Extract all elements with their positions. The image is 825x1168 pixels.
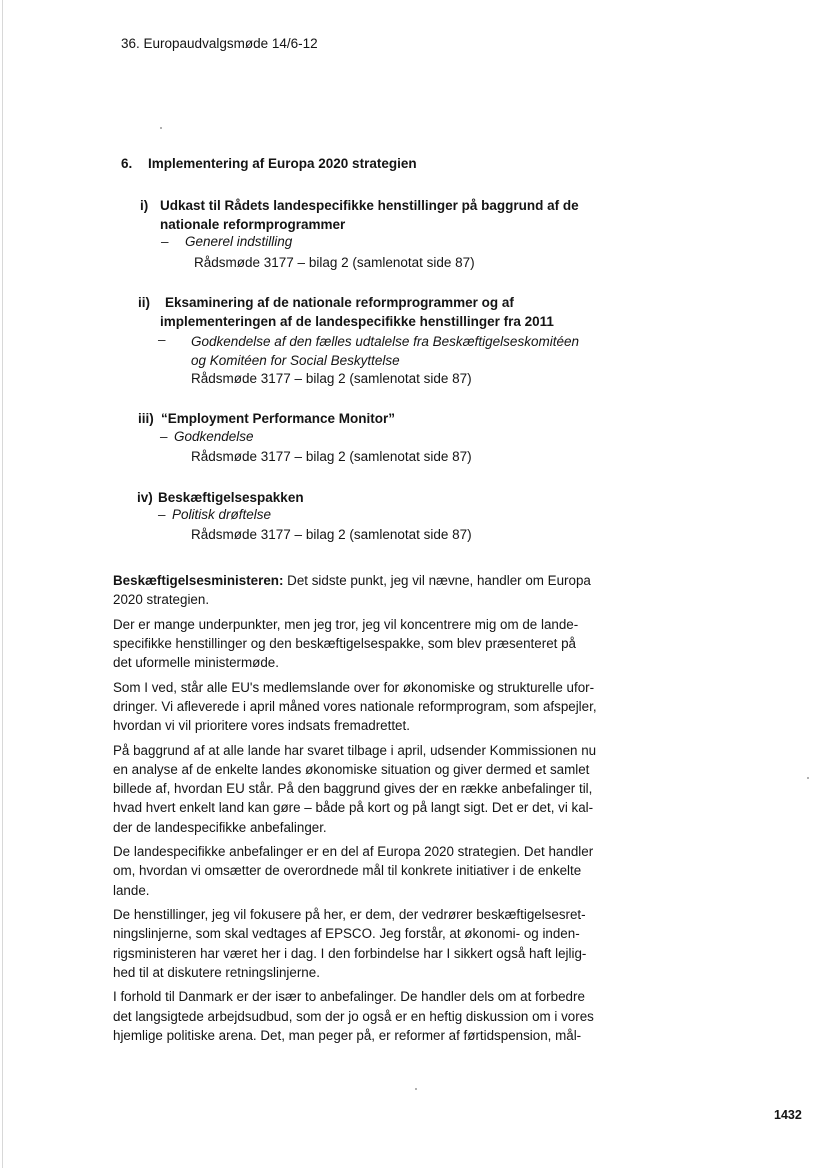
speech-line: hvad hvert enkelt land kan gøre – både på kort og på langt sigt. Det er det, vi kal- bbox=[113, 800, 594, 816]
speech-line: der de landespecifikke anbefalinger. bbox=[113, 819, 327, 835]
agenda-item-iv-label: iv) bbox=[137, 490, 153, 505]
speech-line: rigsministeren har været her i dag. I den forbindelse har I sikkert også haft lejlig- bbox=[113, 945, 587, 961]
speech-line: specifikke henstillinger og den beskæftigelsespakke, som blev præsenteret på bbox=[113, 636, 576, 651]
section-title: Implementering af Europa 2020 strategien bbox=[148, 156, 417, 171]
title-line: Udkast til Rådets landespecifikke henstillinger på baggrund af de bbox=[160, 198, 579, 213]
speech-line: Der er mange underpunkter, men jeg tror, jeg vil koncentrere mig om de lande- bbox=[113, 616, 579, 632]
speech-line: På baggrund af at alle lande har svaret tilbage i april, udsender Kommissionen nu bbox=[113, 742, 597, 758]
scan-edge-line bbox=[2, 0, 3, 1168]
speech-line: det langsigtede arbejdsudbud, som der jo også er en heftig diskussion om i vores bbox=[113, 1008, 594, 1024]
section-number: 6. bbox=[121, 156, 133, 171]
speech-line: ningslinjerne, som skal vedtages af EPSCO. Jeg forstår, at økonomi- og inden- bbox=[113, 926, 580, 942]
speech-line-text: Det sidste punkt, jeg vil nævne, handler om Europa bbox=[287, 573, 591, 588]
speech-line: hed til at diskutere retningslinjerne. bbox=[113, 964, 320, 980]
speech-line: Som I ved, står alle EU's medlemslande over for økonomiske og strukturelle ufor- bbox=[113, 679, 595, 695]
agenda-item-i-label: i) bbox=[140, 198, 149, 213]
title-line: nationale reformprogrammer bbox=[160, 217, 346, 232]
speech-line: I forhold til Danmark er der især to anbefalinger. De handler dels om at forbedre bbox=[113, 989, 585, 1005]
agenda-item-ii-action bbox=[191, 332, 579, 370]
speech-paragraph bbox=[113, 905, 595, 982]
agenda-item-iii-action: Godkendelse bbox=[174, 429, 254, 444]
speech-paragraph bbox=[113, 741, 595, 837]
speech-line: om, hvordan vi omsætter de overordnede mål til konkrete initiativer i de enkelte bbox=[113, 863, 582, 879]
agenda-item-iii-title: “Employment Performance Monitor” bbox=[161, 411, 396, 426]
speech-paragraph bbox=[113, 842, 595, 900]
speech-line: billede af, hvordan EU står. På den baggrund gives der en række anbefalinger til, bbox=[113, 781, 593, 797]
agenda-item-ii-label: ii) bbox=[138, 295, 150, 310]
action-line: Godkendelse af den fælles udtalelse fra Beskæftigelseskomitéen bbox=[191, 334, 579, 349]
speech-line: hvordan vi vil prioritere vores indsats fremadrettet. bbox=[113, 718, 410, 734]
agenda-item-i-action: Generel indstilling bbox=[185, 234, 293, 249]
agenda-item-iii-dash: – bbox=[160, 429, 168, 444]
page-number: 1432 bbox=[774, 1108, 802, 1122]
scan-speck bbox=[415, 1088, 417, 1090]
agenda-item-ii-title bbox=[160, 293, 554, 331]
speaker-name: Beskæftigelsesministeren: bbox=[113, 573, 284, 588]
title-line: implementeringen af de landespecifikke henstillinger fra 2011 bbox=[160, 314, 554, 329]
speech-line: De henstillinger, jeg vil fokusere på her, er dem, der vedrører beskæftigelsesret- bbox=[113, 907, 586, 923]
speech-line: De landespecifikke anbefalinger er en del af Europa 2020 strategien. Det handler bbox=[113, 844, 594, 860]
speech-paragraph bbox=[113, 615, 595, 673]
agenda-item-i-dash: – bbox=[161, 234, 169, 249]
speech-line: hjemlige politiske arena. Det, man peger på, er reformer af førtidspension, mål- bbox=[113, 1027, 582, 1043]
scan-speck bbox=[160, 127, 162, 129]
speech-body bbox=[113, 571, 595, 1050]
speech-paragraph bbox=[113, 987, 595, 1045]
speech-line: det uformelle ministermøde. bbox=[113, 655, 279, 671]
agenda-item-iv-ref: Rådsmøde 3177 – bilag 2 (samlenotat side 87) bbox=[191, 527, 472, 542]
agenda-item-iii-label: iii) bbox=[138, 411, 154, 426]
agenda-item-iv-action: Politisk drøftelse bbox=[172, 507, 272, 522]
speech-paragraph bbox=[113, 571, 595, 609]
speech-line: 2020 strategien. bbox=[113, 592, 210, 608]
agenda-item-i-ref: Rådsmøde 3177 – bilag 2 (samlenotat side 87) bbox=[194, 255, 475, 270]
speech-line: lande. bbox=[113, 882, 150, 898]
page-header: 36. Europaudvalgsmøde 14/6-12 bbox=[121, 36, 318, 51]
speech-paragraph bbox=[113, 678, 595, 736]
speech-line: en analyse af de enkelte landes økonomiske situation og giver dermed et samlet bbox=[113, 762, 590, 777]
speech-line bbox=[113, 571, 595, 590]
speech-line: dringer. Vi afleverede i april måned vores nationale reformprogram, som afspejler, bbox=[113, 699, 597, 714]
scan-speck bbox=[807, 777, 809, 779]
agenda-item-i-title bbox=[160, 196, 579, 234]
agenda-item-ii-dash: – bbox=[158, 332, 166, 347]
agenda-item-ii-ref: Rådsmøde 3177 – bilag 2 (samlenotat side 87) bbox=[191, 371, 472, 386]
agenda-item-iv-title: Beskæftigelsespakken bbox=[158, 490, 304, 505]
agenda-item-iv-dash: – bbox=[158, 507, 166, 522]
action-line: og Komitéen for Social Beskyttelse bbox=[191, 353, 400, 368]
agenda-item-iii-ref: Rådsmøde 3177 – bilag 2 (samlenotat side 87) bbox=[191, 449, 472, 464]
title-line: Eksaminering af de nationale reformprogrammer og af bbox=[165, 295, 514, 310]
